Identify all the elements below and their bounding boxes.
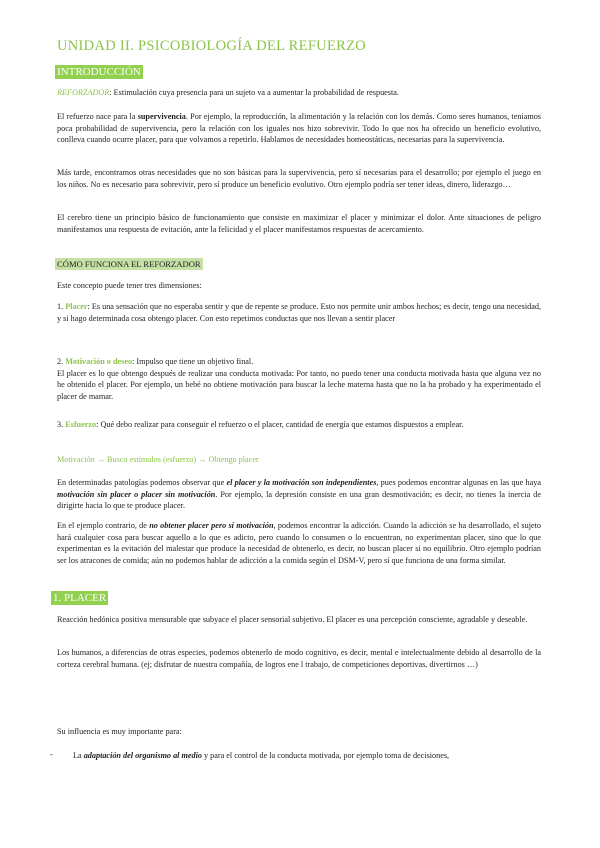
section-heading-placer: 1. PLACER [53, 592, 107, 604]
bold-italic-run: no obtener placer pero sí motivación [149, 521, 274, 530]
flow-sequence: Motivación → Busco estímulos (esfuerzo) → Obtengo placer [57, 455, 259, 464]
dimension-text: : Es una sensación que no esperaba sentir y que de repente se produce. Esto nos permite unir ambos hechos; es decir, tengo una necesidad, y si hago determinada cosa obtengo placer. Con esto repetimos conductas que nos llevan a sentir placer [57, 302, 541, 323]
bold-italic-run: adaptación del organismo al medio [83, 751, 202, 760]
dimension-term: Placer [65, 302, 88, 311]
section-heading-como-funciona: CÓMO FUNCIONA EL REFORZADOR [57, 259, 201, 269]
paragraph-influencia: Su influencia es muy importante para: [57, 727, 182, 736]
bold-italic-run: el placer y la motivación son independientes [226, 478, 377, 487]
dimension-esfuerzo [57, 419, 541, 431]
reforzador-term: REFORZADOR [57, 88, 110, 97]
paragraph-reaccion-hedonica: Reacción hedónica positiva mensurable que subyace el placer sensorial subjetivo. El placer es una percepción consciente, agradable y deseable. [57, 615, 528, 624]
dimension-motivacion [57, 356, 541, 402]
paragraph-humanos: Los humanos, a diferencias de otras especies, podemos obtenerlo de modo cognitivo, es decir, mental e intelectualmente debido al desarrollo de la corteza cerebral humana. (ej; disfrutar de nuestra compañía, de logros ene l trabajo, de competiciones deportivas, divertirnos …) [57, 648, 541, 669]
text-run: , podemos encontrar la adicción. Cuando la adicción se ha desarrollado, el sujeto hará cualquier cosa para buscar aquello a lo que es adicto, pero cuando lo consumen o lo encuentran, no experimentan placer, sino que lo que experimentan es la evitación del malestar que produce la necesidad de obtenerlo, es decir, no buscan placer si no equilibrio. Otro ejemplo podrían ser los atracones de comida; aún no podemos hablar de adicción a la comida según el DSM-V, pero sí que funciona de una forma similar. [57, 521, 541, 565]
dimension-term: Motivación o deseo [65, 357, 133, 366]
dimension-text: : Qué debo realizar para conseguir el refuerzo o el placer, cantidad de energía que estamos dispuestos a emplear. [96, 420, 464, 429]
list-number: 2. [57, 357, 66, 366]
text-run: . Por ejemplo, la depresión consiste en una gran desmotivación; es decir, no tienes la inercia de dirigirte hacia lo que te produce placer. [57, 489, 541, 511]
bold-run: supervivencia [137, 112, 186, 121]
text-run: La [73, 751, 84, 760]
section-heading-intro: INTRODUCCIÓN [57, 66, 141, 78]
text-run: . Por ejemplo, la reproducción, la alimentación y la relación con los demás. Como seres humanos, teníamos poca probabilidad de supervivencia, pero la relación con los iguales nos hizo sobrevivir. Todo lo que nos ha ofrecido un beneficio evolutivo, conlleva cuando ocurre placer, para que volvamos a repetirlo. Hablamos de necesidades homeostáticas, necesarias para la supervivencia. [57, 112, 541, 145]
text-run: y para el control de la conducta motivada, por ejemplo toma de decisiones, [201, 751, 450, 760]
text-run: En determinadas patologías podemos observar que [57, 478, 227, 487]
reforzador-definition [57, 87, 541, 99]
dimension-term: Esfuerzo [65, 420, 97, 429]
paragraph-supervivencia [57, 111, 541, 146]
list-number: 1. [57, 302, 66, 311]
paragraph-cerebro: El cerebro tiene un principio básico de funcionamiento que consiste en maximizar el placer y minimizar el dolor. Ante situaciones de peligro manifestamos una respuesta de evitación, ante la felicidad y el placer manifestamos respuestas de acercamiento. [57, 213, 541, 234]
dimension-placer [57, 301, 541, 324]
page-title: UNIDAD II. PSICOBIOLOGÍA DEL REFUERZO [57, 38, 367, 54]
text-run: El refuerzo nace para la [57, 112, 138, 121]
paragraph-patologias [57, 477, 541, 512]
paragraph-otras-necesidades: Más tarde, encontramos otras necesidades que no son básicas para la supervivencia, pero sí necesarias para el desarrollo; por ejemplo el juego en los niños. No es necesario para sobrevivir, pero sí produce un beneficio evolutivo. Otro ejemplo podría ser tener ideas, dinero, liderazgo… [57, 168, 541, 189]
bullet-adaptacion [73, 750, 543, 762]
paragraph-adiccion [57, 520, 541, 566]
dimension-text: : Impulso que tiene un objetivo final. [132, 357, 254, 366]
reforzador-text: : Estimulación cuya presencia para un sujeto va a aumentar la probabilidad de respuesta. [109, 88, 399, 97]
bullet-dash: - [50, 750, 53, 759]
list-number: 3. [57, 420, 66, 429]
text-run: , pues podemos encontrar algunas en las que haya [376, 478, 541, 487]
text-run: En el ejemplo contrario, de [57, 521, 150, 530]
bold-italic-run: motivación sin placer o placer sin motivación [57, 489, 216, 499]
paragraph-dimensiones: Este concepto puede tener tres dimensiones: [57, 281, 202, 290]
dimension-continuation: El placer es lo que obtengo después de realizar una conducta motivada: Por tanto, no puedo tener una conducta motivada hasta que alguna vez no he obtenido el placer. Por ejemplo, un bebé no obtiene motivación para buscar la leche materna hasta que no la ha probado y ha experimentado el placer de mamar. [57, 368, 541, 401]
